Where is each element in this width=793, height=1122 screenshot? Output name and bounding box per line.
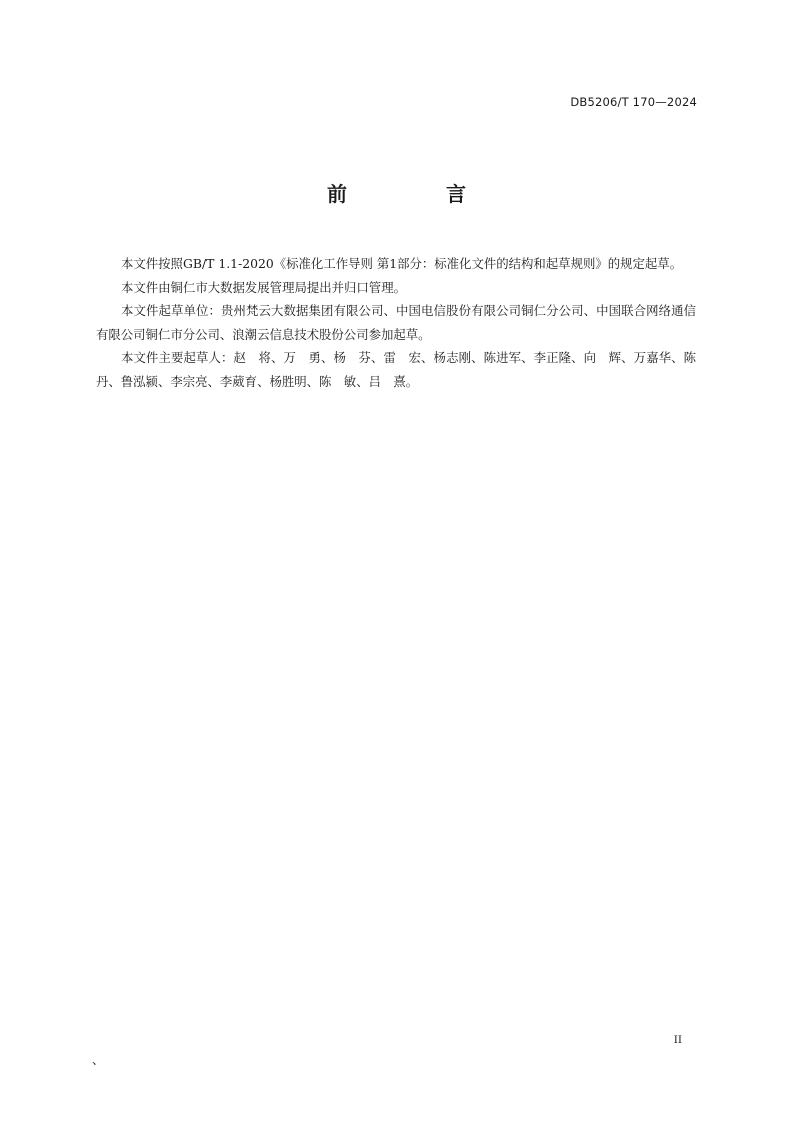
document-code: DB5206/T 170—2024	[570, 95, 697, 109]
foreword-body	[96, 252, 709, 393]
paragraph-proposer: 本文件由铜仁市大数据发展管理局提出并归口管理。	[121, 279, 406, 295]
paragraph-drafting-units: 本文件起草单位：贵州梵云大数据集团有限公司、中国电信股份有限公司铜仁分公司、中国联合网络通信有限公司铜仁市分公司、浪潮云信息技术股份公司参加起草。	[96, 303, 696, 342]
paragraph-drafting-basis: 本文件按照GB/T 1.1-2020《标准化工作导则 第1部分：标准化文件的结构和起草规则》的规定起草。	[121, 256, 683, 271]
section-title: 前 言	[327, 182, 512, 206]
page-number: II	[673, 1034, 682, 1046]
corner-mark: 、	[92, 1053, 105, 1067]
paragraph-drafters: 本文件主要起草人：赵 将、万 勇、杨 芬、雷 宏、杨志刚、陈进军、李正隆、向 辉、万嘉华、陈 丹、鲁泓颍、李宗亮、李葳育、杨胜明、陈 敏、吕 熹。	[96, 350, 709, 389]
